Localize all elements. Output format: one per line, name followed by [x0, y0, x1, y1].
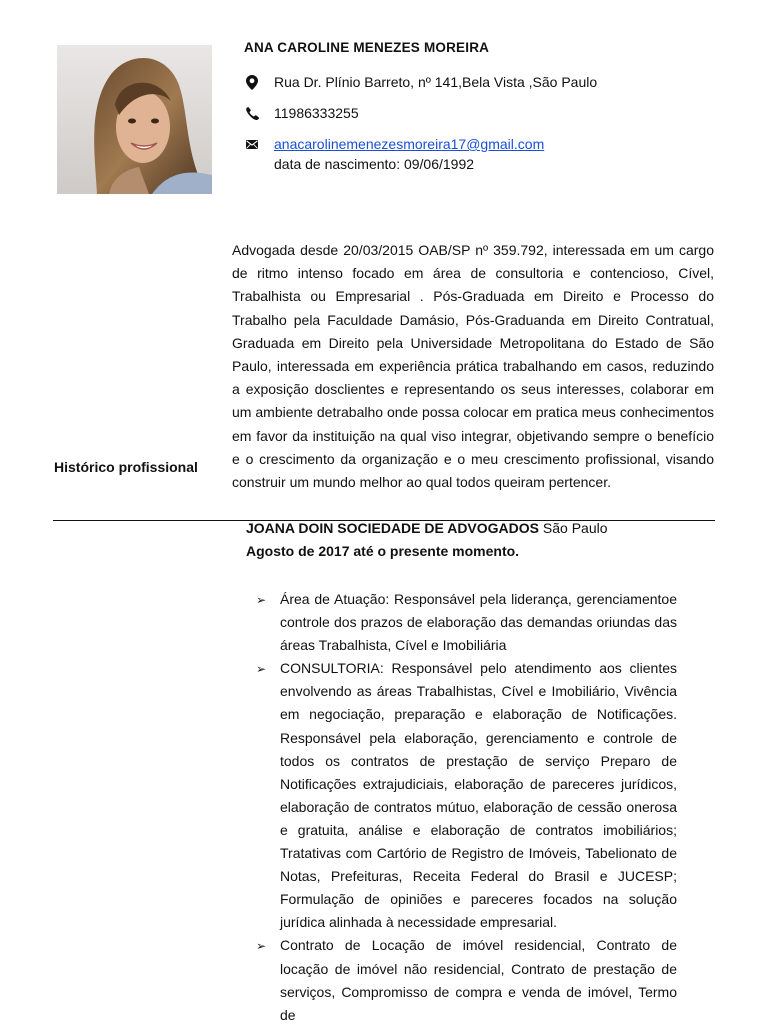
address-text: Rua Dr. Plínio Barreto, nº 141,Bela Vista ,São Paulo	[274, 74, 598, 90]
company-city: São Paulo	[542, 520, 608, 536]
employment-period: Agosto de 2017 até o presente momento.	[246, 543, 520, 559]
list-item-text: Área de Atuação: Responsável pela liderança, gerenciamentoe controle dos prazos de elaboração das demandas oriundas das áreas Trabalhista, Cível e Imobiliária	[280, 591, 677, 654]
phone-text: 11986333255	[274, 105, 359, 121]
professional-summary: Advogada desde 20/03/2015 OAB/SP nº 359.792, interessada em um cargo de ritmo intenso focado em área de consultoria e contencioso, Cível, Trabalhista ou Empresarial . Pós-Graduada em Direito e Processo do Trabalho pela Faculdade Damásio, Pós-Graduanda em Direito Contratual, Graduada em Direito pela Universidade Metropolitana do Estado de São Paulo, interessada em experiência prática trabalhando em casos, reduzindo a exposição dosclientes e representando os seus interesses, colaborar em um ambiente detrabalho onde possa colocar em pratica meus conhecimentos em favor da instituição na qual viso integrar, objetivando sempre o benefício e o crescimento da organização e o meu crescimento profissional, visando construir um mundo melhor ao qual todos queiram pertencer.	[232, 242, 714, 491]
envelope-icon	[244, 136, 260, 152]
birth-date: data de nascimento: 09/06/1992	[274, 156, 475, 172]
responsibilities-list	[252, 588, 677, 1027]
email-row	[244, 136, 544, 152]
list-item-text: Contrato de Locação de imóvel residencial, Contrato de locação de imóvel não residencial, Contrato de prestação de serviços, Compromisso de compra e venda de imóvel, Termo de	[280, 937, 677, 1023]
candidate-name: ANA CAROLINE MENEZES MOREIRA	[244, 40, 490, 55]
list-item	[252, 657, 677, 934]
arrowhead-bullet-icon: ➢	[256, 662, 267, 677]
phone-row	[244, 105, 359, 121]
profile-photo	[57, 45, 212, 194]
phone-icon	[244, 105, 260, 121]
list-item	[252, 934, 677, 1026]
location-pin-icon	[244, 74, 260, 90]
address-row	[244, 74, 597, 90]
email-link[interactable]: anacarolinemenezesmoreira17@gmail.com	[274, 136, 545, 152]
company-line	[246, 520, 608, 536]
company-name: JOANA DOIN SOCIEDADE DE ADVOGADOS	[246, 520, 539, 536]
history-section-label: Histórico profissional	[54, 459, 198, 475]
arrowhead-bullet-icon: ➢	[256, 939, 267, 954]
list-item	[252, 588, 677, 657]
list-item-text: CONSULTORIA: Responsável pelo atendimento aos clientes envolvendo as áreas Trabalhistas, Cível e Imobiliário, Vivência em negociação, preparação e elaboração de Notificações. Responsável pela elaboração, gerenciamento e controle de todos os contratos de prestação de serviço Preparo de Notificações extrajudiciais, elaboração de pareceres jurídicos, elaboração de contratos mútuo, elaboração de cessão onerosa e gratuita, análise e elaboração de contratos imobiliários; Tratativas com Cartório de Registro de Imóveis, Tabelionato de Notas, Prefeituras, Receita Federal do Brasil e JUCESP; Formulação de opiniões e pareceres focados na solução jurídica alinhada à necessidade empresarial.	[280, 660, 677, 931]
arrowhead-bullet-icon: ➢	[256, 593, 267, 607]
